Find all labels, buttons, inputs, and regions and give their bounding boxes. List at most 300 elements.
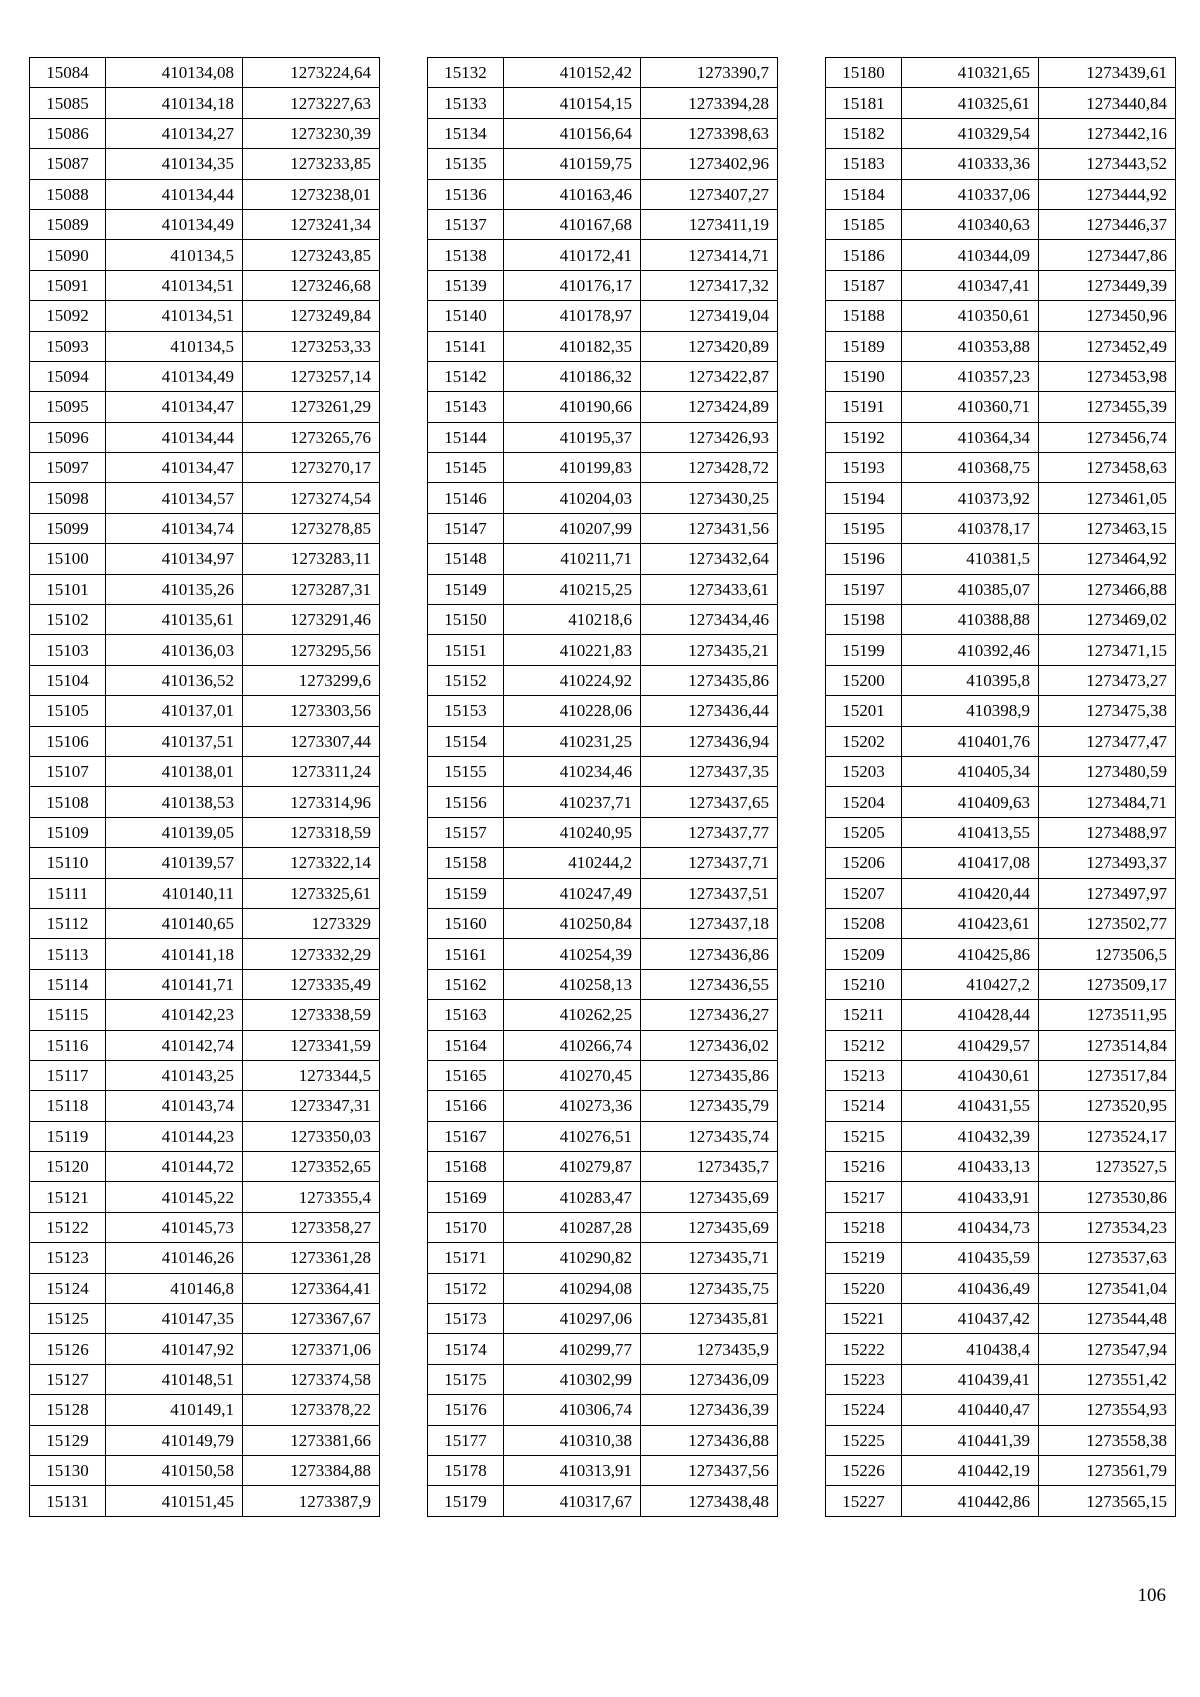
x-coordinate-cell: 410388,88 [902, 605, 1039, 635]
x-coordinate-cell: 410207,99 [504, 513, 641, 543]
point-number-cell: 15154 [428, 726, 504, 756]
x-coordinate-cell: 410254,39 [504, 939, 641, 969]
point-number-cell: 15185 [826, 209, 902, 239]
x-coordinate-cell: 410145,73 [106, 1212, 243, 1242]
x-coordinate-cell: 410140,65 [106, 908, 243, 938]
y-coordinate-cell: 1273347,31 [243, 1091, 380, 1121]
table-row [428, 635, 778, 665]
x-coordinate-cell: 410438,4 [902, 1334, 1039, 1364]
table-row [428, 848, 778, 878]
y-coordinate-cell: 1273493,37 [1039, 848, 1176, 878]
x-coordinate-cell: 410439,41 [902, 1364, 1039, 1394]
table-row [826, 179, 1176, 209]
point-number-cell: 15098 [30, 483, 106, 513]
x-coordinate-cell: 410306,74 [504, 1395, 641, 1425]
table-row [826, 240, 1176, 270]
point-number-cell: 15091 [30, 270, 106, 300]
x-coordinate-cell: 410364,34 [902, 422, 1039, 452]
table-row [30, 756, 380, 786]
table-row [826, 1334, 1176, 1364]
point-number-cell: 15167 [428, 1121, 504, 1151]
point-number-cell: 15200 [826, 665, 902, 695]
table-row [30, 726, 380, 756]
x-coordinate-cell: 410178,97 [504, 301, 641, 331]
x-coordinate-cell: 410302,99 [504, 1364, 641, 1394]
table-row [30, 939, 380, 969]
point-number-cell: 15174 [428, 1334, 504, 1364]
point-number-cell: 15196 [826, 544, 902, 574]
table-row [428, 301, 778, 331]
y-coordinate-cell: 1273551,42 [1039, 1364, 1176, 1394]
x-coordinate-cell: 410325,61 [902, 88, 1039, 118]
y-coordinate-cell: 1273435,75 [641, 1273, 778, 1303]
x-coordinate-cell: 410134,97 [106, 544, 243, 574]
table-row [428, 1060, 778, 1090]
y-coordinate-cell: 1273436,55 [641, 969, 778, 999]
y-coordinate-cell: 1273407,27 [641, 179, 778, 209]
point-number-cell: 15114 [30, 969, 106, 999]
y-coordinate-cell: 1273561,79 [1039, 1455, 1176, 1485]
y-coordinate-cell: 1273517,84 [1039, 1060, 1176, 1090]
x-coordinate-cell: 410385,07 [902, 574, 1039, 604]
point-number-cell: 15219 [826, 1243, 902, 1273]
point-number-cell: 15086 [30, 118, 106, 148]
table-row [826, 361, 1176, 391]
y-coordinate-cell: 1273436,86 [641, 939, 778, 969]
y-coordinate-cell: 1273544,48 [1039, 1304, 1176, 1334]
y-coordinate-cell: 1273435,71 [641, 1243, 778, 1273]
x-coordinate-cell: 410440,47 [902, 1395, 1039, 1425]
y-coordinate-cell: 1273436,39 [641, 1395, 778, 1425]
table-row [30, 969, 380, 999]
x-coordinate-cell: 410228,06 [504, 696, 641, 726]
x-coordinate-cell: 410221,83 [504, 635, 641, 665]
table-row [30, 544, 380, 574]
x-coordinate-cell: 410136,52 [106, 665, 243, 695]
table-row [428, 88, 778, 118]
y-coordinate-cell: 1273431,56 [641, 513, 778, 543]
x-coordinate-cell: 410290,82 [504, 1243, 641, 1273]
point-number-cell: 15221 [826, 1304, 902, 1334]
point-number-cell: 15104 [30, 665, 106, 695]
x-coordinate-cell: 410144,23 [106, 1121, 243, 1151]
x-coordinate-cell: 410134,18 [106, 88, 243, 118]
x-coordinate-cell: 410134,5 [106, 240, 243, 270]
table-row [826, 422, 1176, 452]
y-coordinate-cell: 1273453,98 [1039, 361, 1176, 391]
y-coordinate-cell: 1273437,35 [641, 756, 778, 786]
x-coordinate-cell: 410159,75 [504, 149, 641, 179]
y-coordinate-cell: 1273352,65 [243, 1152, 380, 1182]
y-coordinate-cell: 1273435,81 [641, 1304, 778, 1334]
table-row [428, 1486, 778, 1516]
point-number-cell: 15102 [30, 605, 106, 635]
x-coordinate-cell: 410141,71 [106, 969, 243, 999]
point-number-cell: 15110 [30, 848, 106, 878]
table-row [826, 392, 1176, 422]
y-coordinate-cell: 1273265,76 [243, 422, 380, 452]
table-row [30, 665, 380, 695]
y-coordinate-cell: 1273230,39 [243, 118, 380, 148]
table-row [30, 1243, 380, 1273]
y-coordinate-cell: 1273436,88 [641, 1425, 778, 1455]
table-row [30, 179, 380, 209]
point-number-cell: 15215 [826, 1121, 902, 1151]
y-coordinate-cell: 1273434,46 [641, 605, 778, 635]
table-row [30, 1091, 380, 1121]
table-row [428, 1030, 778, 1060]
table-row [30, 878, 380, 908]
x-coordinate-cell: 410427,2 [902, 969, 1039, 999]
table-row [428, 605, 778, 635]
y-coordinate-cell: 1273426,93 [641, 422, 778, 452]
x-coordinate-cell: 410134,27 [106, 118, 243, 148]
point-number-cell: 15125 [30, 1304, 106, 1334]
table-row [826, 513, 1176, 543]
point-number-cell: 15181 [826, 88, 902, 118]
x-coordinate-cell: 410137,51 [106, 726, 243, 756]
table-row [826, 1030, 1176, 1060]
y-coordinate-cell: 1273270,17 [243, 453, 380, 483]
point-number-cell: 15130 [30, 1455, 106, 1485]
x-coordinate-cell: 410147,92 [106, 1334, 243, 1364]
x-coordinate-cell: 410190,66 [504, 392, 641, 422]
table-row [826, 665, 1176, 695]
x-coordinate-cell: 410218,6 [504, 605, 641, 635]
table-row [428, 1000, 778, 1030]
x-coordinate-cell: 410137,01 [106, 696, 243, 726]
y-coordinate-cell: 1273350,03 [243, 1121, 380, 1151]
x-coordinate-cell: 410441,39 [902, 1425, 1039, 1455]
table-row [428, 149, 778, 179]
table-row [826, 1060, 1176, 1090]
y-coordinate-cell: 1273364,41 [243, 1273, 380, 1303]
y-coordinate-cell: 1273430,25 [641, 483, 778, 513]
y-coordinate-cell: 1273475,38 [1039, 696, 1176, 726]
point-number-cell: 15157 [428, 817, 504, 847]
table-row [826, 331, 1176, 361]
table-row [30, 118, 380, 148]
table-row [30, 1182, 380, 1212]
y-coordinate-cell: 1273469,02 [1039, 605, 1176, 635]
y-coordinate-cell: 1273442,16 [1039, 118, 1176, 148]
y-coordinate-cell: 1273497,97 [1039, 878, 1176, 908]
table-row [428, 1334, 778, 1364]
x-coordinate-cell: 410405,34 [902, 756, 1039, 786]
x-coordinate-cell: 410368,75 [902, 453, 1039, 483]
x-coordinate-cell: 410151,45 [106, 1486, 243, 1516]
coordinate-table-3 [825, 57, 1176, 1517]
x-coordinate-cell: 410138,53 [106, 787, 243, 817]
table-row [30, 1060, 380, 1090]
x-coordinate-cell: 410144,72 [106, 1152, 243, 1182]
y-coordinate-cell: 1273436,02 [641, 1030, 778, 1060]
point-number-cell: 15150 [428, 605, 504, 635]
y-coordinate-cell: 1273355,4 [243, 1182, 380, 1212]
point-number-cell: 15117 [30, 1060, 106, 1090]
point-number-cell: 15205 [826, 817, 902, 847]
x-coordinate-cell: 410140,11 [106, 878, 243, 908]
table-row [428, 58, 778, 88]
table-row [826, 817, 1176, 847]
point-number-cell: 15211 [826, 1000, 902, 1030]
x-coordinate-cell: 410392,46 [902, 635, 1039, 665]
y-coordinate-cell: 1273390,7 [641, 58, 778, 88]
y-coordinate-cell: 1273424,89 [641, 392, 778, 422]
y-coordinate-cell: 1273384,88 [243, 1455, 380, 1485]
table-row [826, 1364, 1176, 1394]
table-row [428, 1395, 778, 1425]
point-number-cell: 15202 [826, 726, 902, 756]
table-row [30, 513, 380, 543]
table-row [826, 58, 1176, 88]
x-coordinate-cell: 410409,63 [902, 787, 1039, 817]
point-number-cell: 15112 [30, 908, 106, 938]
x-coordinate-cell: 410294,08 [504, 1273, 641, 1303]
x-coordinate-cell: 410148,51 [106, 1364, 243, 1394]
point-number-cell: 15192 [826, 422, 902, 452]
point-number-cell: 15127 [30, 1364, 106, 1394]
point-number-cell: 15175 [428, 1364, 504, 1394]
x-coordinate-cell: 410413,55 [902, 817, 1039, 847]
x-coordinate-cell: 410146,26 [106, 1243, 243, 1273]
table-row [30, 1304, 380, 1334]
x-coordinate-cell: 410134,51 [106, 270, 243, 300]
table-row [428, 422, 778, 452]
y-coordinate-cell: 1273435,69 [641, 1182, 778, 1212]
x-coordinate-cell: 410224,92 [504, 665, 641, 695]
x-coordinate-cell: 410134,5 [106, 331, 243, 361]
x-coordinate-cell: 410152,42 [504, 58, 641, 88]
y-coordinate-cell: 1273511,95 [1039, 1000, 1176, 1030]
x-coordinate-cell: 410344,09 [902, 240, 1039, 270]
point-number-cell: 15123 [30, 1243, 106, 1273]
point-number-cell: 15151 [428, 635, 504, 665]
table-row [428, 1304, 778, 1334]
y-coordinate-cell: 1273335,49 [243, 969, 380, 999]
table-row [428, 1243, 778, 1273]
y-coordinate-cell: 1273436,09 [641, 1364, 778, 1394]
point-number-cell: 15147 [428, 513, 504, 543]
point-number-cell: 15162 [428, 969, 504, 999]
x-coordinate-cell: 410437,42 [902, 1304, 1039, 1334]
x-coordinate-cell: 410204,03 [504, 483, 641, 513]
y-coordinate-cell: 1273438,48 [641, 1486, 778, 1516]
table-row [826, 118, 1176, 148]
y-coordinate-cell: 1273227,63 [243, 88, 380, 118]
point-number-cell: 15136 [428, 179, 504, 209]
table-row [428, 1182, 778, 1212]
y-coordinate-cell: 1273274,54 [243, 483, 380, 513]
point-number-cell: 15206 [826, 848, 902, 878]
y-coordinate-cell: 1273480,59 [1039, 756, 1176, 786]
table-row [30, 1455, 380, 1485]
point-number-cell: 15118 [30, 1091, 106, 1121]
x-coordinate-cell: 410436,49 [902, 1273, 1039, 1303]
point-number-cell: 15144 [428, 422, 504, 452]
y-coordinate-cell: 1273246,68 [243, 270, 380, 300]
x-coordinate-cell: 410258,13 [504, 969, 641, 999]
y-coordinate-cell: 1273464,92 [1039, 544, 1176, 574]
y-coordinate-cell: 1273402,96 [641, 149, 778, 179]
point-number-cell: 15210 [826, 969, 902, 999]
y-coordinate-cell: 1273243,85 [243, 240, 380, 270]
x-coordinate-cell: 410401,76 [902, 726, 1039, 756]
point-number-cell: 15193 [826, 453, 902, 483]
point-number-cell: 15105 [30, 696, 106, 726]
y-coordinate-cell: 1273436,44 [641, 696, 778, 726]
point-number-cell: 15207 [826, 878, 902, 908]
y-coordinate-cell: 1273374,58 [243, 1364, 380, 1394]
x-coordinate-cell: 410270,45 [504, 1060, 641, 1090]
x-coordinate-cell: 410435,59 [902, 1243, 1039, 1273]
y-coordinate-cell: 1273381,66 [243, 1425, 380, 1455]
table-row [30, 422, 380, 452]
point-number-cell: 15203 [826, 756, 902, 786]
x-coordinate-cell: 410134,47 [106, 392, 243, 422]
y-coordinate-cell: 1273322,14 [243, 848, 380, 878]
coordinate-table-1 [29, 57, 380, 1517]
table-row [826, 726, 1176, 756]
x-coordinate-cell: 410297,06 [504, 1304, 641, 1334]
x-coordinate-cell: 410134,49 [106, 209, 243, 239]
point-number-cell: 15163 [428, 1000, 504, 1030]
y-coordinate-cell: 1273452,49 [1039, 331, 1176, 361]
x-coordinate-cell: 410167,68 [504, 209, 641, 239]
table-row [826, 453, 1176, 483]
x-coordinate-cell: 410139,05 [106, 817, 243, 847]
x-coordinate-cell: 410429,57 [902, 1030, 1039, 1060]
point-number-cell: 15208 [826, 908, 902, 938]
x-coordinate-cell: 410420,44 [902, 878, 1039, 908]
point-number-cell: 15135 [428, 149, 504, 179]
y-coordinate-cell: 1273436,27 [641, 1000, 778, 1030]
y-coordinate-cell: 1273471,15 [1039, 635, 1176, 665]
point-number-cell: 15140 [428, 301, 504, 331]
table-row [826, 787, 1176, 817]
table-row [30, 270, 380, 300]
x-coordinate-cell: 410134,74 [106, 513, 243, 543]
x-coordinate-cell: 410143,25 [106, 1060, 243, 1090]
table-row [826, 270, 1176, 300]
table-row [30, 361, 380, 391]
point-number-cell: 15106 [30, 726, 106, 756]
table-row [428, 331, 778, 361]
y-coordinate-cell: 1273314,96 [243, 787, 380, 817]
x-coordinate-cell: 410199,83 [504, 453, 641, 483]
y-coordinate-cell: 1273435,69 [641, 1212, 778, 1242]
table-row [826, 209, 1176, 239]
point-number-cell: 15176 [428, 1395, 504, 1425]
table-row [826, 908, 1176, 938]
point-number-cell: 15170 [428, 1212, 504, 1242]
point-number-cell: 15153 [428, 696, 504, 726]
y-coordinate-cell: 1273291,46 [243, 605, 380, 635]
y-coordinate-cell: 1273433,61 [641, 574, 778, 604]
x-coordinate-cell: 410244,2 [504, 848, 641, 878]
table-row [428, 1121, 778, 1151]
x-coordinate-cell: 410350,61 [902, 301, 1039, 331]
point-number-cell: 15164 [428, 1030, 504, 1060]
x-coordinate-cell: 410432,39 [902, 1121, 1039, 1151]
y-coordinate-cell: 1273332,29 [243, 939, 380, 969]
table-row [428, 240, 778, 270]
coordinate-table-2-body [428, 58, 778, 1517]
point-number-cell: 15145 [428, 453, 504, 483]
y-coordinate-cell: 1273419,04 [641, 301, 778, 331]
x-coordinate-cell: 410428,44 [902, 1000, 1039, 1030]
point-number-cell: 15152 [428, 665, 504, 695]
y-coordinate-cell: 1273435,9 [641, 1334, 778, 1364]
table-row [826, 1243, 1176, 1273]
table-row [30, 1334, 380, 1364]
point-number-cell: 15085 [30, 88, 106, 118]
y-coordinate-cell: 1273554,93 [1039, 1395, 1176, 1425]
x-coordinate-cell: 410134,35 [106, 149, 243, 179]
x-coordinate-cell: 410195,37 [504, 422, 641, 452]
x-coordinate-cell: 410431,55 [902, 1091, 1039, 1121]
table-row [826, 1273, 1176, 1303]
y-coordinate-cell: 1273257,14 [243, 361, 380, 391]
table-row [30, 848, 380, 878]
point-number-cell: 15182 [826, 118, 902, 148]
table-row [428, 361, 778, 391]
x-coordinate-cell: 410266,74 [504, 1030, 641, 1060]
point-number-cell: 15107 [30, 756, 106, 786]
x-coordinate-cell: 410134,51 [106, 301, 243, 331]
x-coordinate-cell: 410273,36 [504, 1091, 641, 1121]
y-coordinate-cell: 1273484,71 [1039, 787, 1176, 817]
point-number-cell: 15103 [30, 635, 106, 665]
y-coordinate-cell: 1273299,6 [243, 665, 380, 695]
x-coordinate-cell: 410134,44 [106, 422, 243, 452]
point-number-cell: 15172 [428, 1273, 504, 1303]
point-number-cell: 15119 [30, 1121, 106, 1151]
table-row [30, 483, 380, 513]
point-number-cell: 15223 [826, 1364, 902, 1394]
x-coordinate-cell: 410149,1 [106, 1395, 243, 1425]
y-coordinate-cell: 1273541,04 [1039, 1273, 1176, 1303]
point-number-cell: 15198 [826, 605, 902, 635]
table-row [826, 149, 1176, 179]
point-number-cell: 15166 [428, 1091, 504, 1121]
x-coordinate-cell: 410176,17 [504, 270, 641, 300]
x-coordinate-cell: 410163,46 [504, 179, 641, 209]
y-coordinate-cell: 1273437,77 [641, 817, 778, 847]
table-row [428, 483, 778, 513]
y-coordinate-cell: 1273371,06 [243, 1334, 380, 1364]
table-row [826, 848, 1176, 878]
y-coordinate-cell: 1273417,32 [641, 270, 778, 300]
point-number-cell: 15141 [428, 331, 504, 361]
x-coordinate-cell: 410211,71 [504, 544, 641, 574]
table-row [30, 605, 380, 635]
x-coordinate-cell: 410134,44 [106, 179, 243, 209]
x-coordinate-cell: 410434,73 [902, 1212, 1039, 1242]
y-coordinate-cell: 1273224,64 [243, 58, 380, 88]
y-coordinate-cell: 1273444,92 [1039, 179, 1176, 209]
y-coordinate-cell: 1273477,47 [1039, 726, 1176, 756]
table-row [30, 88, 380, 118]
table-row [826, 1152, 1176, 1182]
x-coordinate-cell: 410135,61 [106, 605, 243, 635]
y-coordinate-cell: 1273509,17 [1039, 969, 1176, 999]
point-number-cell: 15089 [30, 209, 106, 239]
table-row [428, 209, 778, 239]
table-row [30, 1364, 380, 1394]
y-coordinate-cell: 1273233,85 [243, 149, 380, 179]
x-coordinate-cell: 410353,88 [902, 331, 1039, 361]
